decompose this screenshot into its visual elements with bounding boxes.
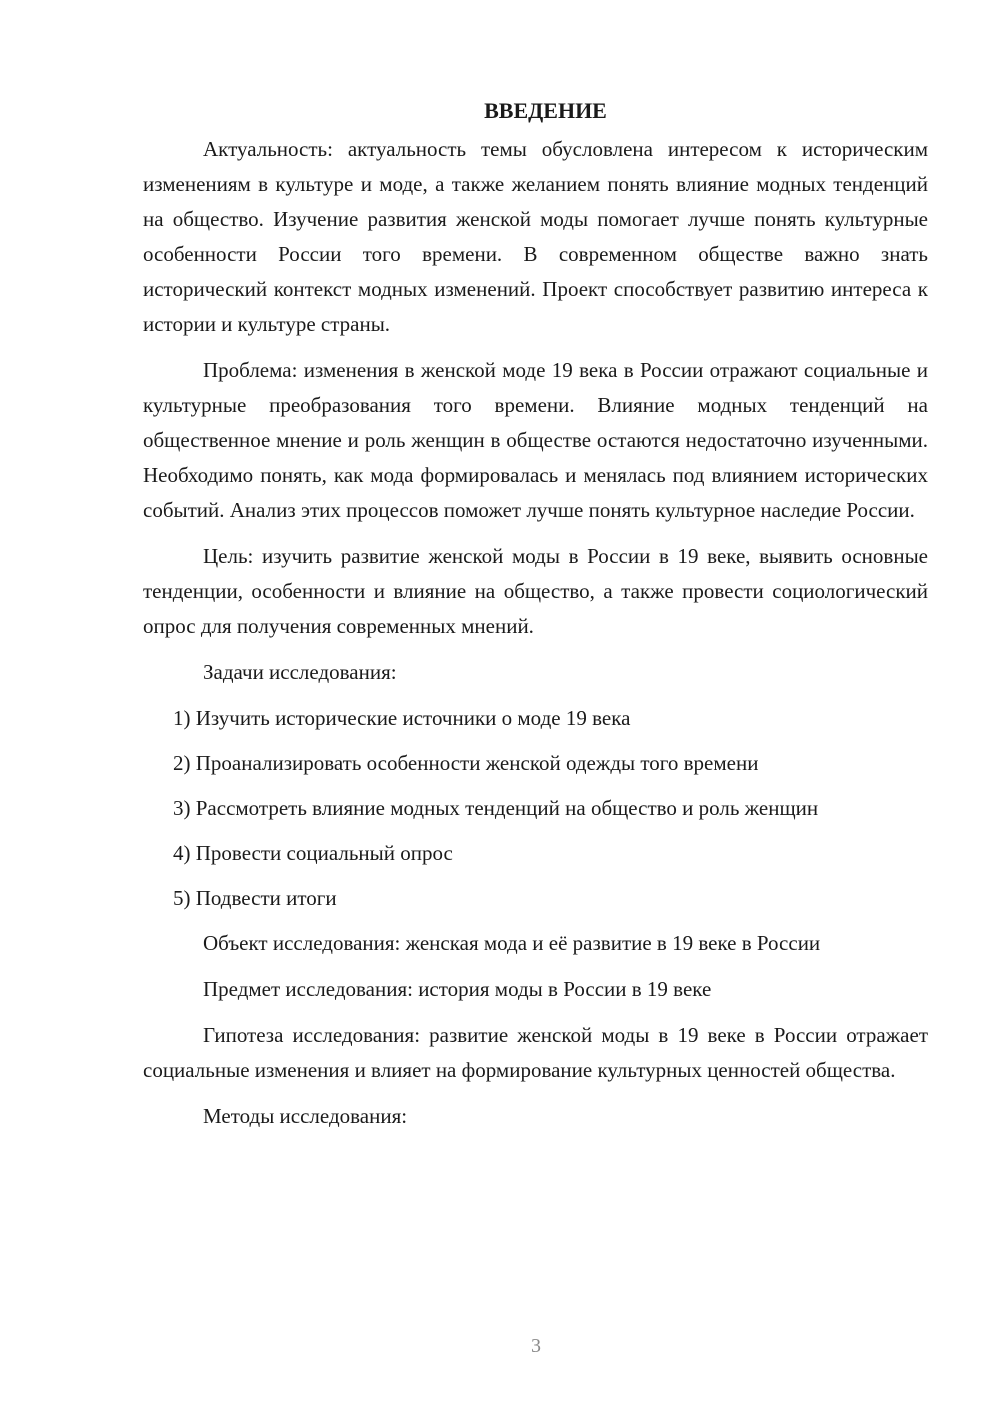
list-item: 5) Подвести итоги — [173, 886, 337, 910]
document-page — [143, 96, 928, 1145]
object-paragraph: Объект исследования: женская мода и её развитие в 19 веке в России — [203, 931, 821, 955]
subject-paragraph: Предмет исследования: история моды в России в 19 веке — [203, 977, 712, 1001]
list-item: 4) Провести социальный опрос — [173, 841, 453, 865]
list-item: 2) Проанализировать особенности женской одежды того времени — [173, 751, 759, 775]
list-item: 3) Рассмотреть влияние модных тенденций на общество и роль женщин — [173, 796, 819, 820]
list-item: 1) Изучить исторические источники о моде 19 века — [173, 706, 631, 730]
methods-paragraph: Методы исследования: — [203, 1104, 408, 1128]
page-title: ВВЕДЕНИЕ — [484, 98, 607, 123]
problem-paragraph: Проблема: изменения в женской моде 19 века в России отражают социальные и культурные преобразования того времени. Влияние модных тенденций на общественное мнение и роль женщин в обществе остаются недостаточно изученными. Необходимо понять, как мода формировалась и менялась под влиянием исторических событий. Анализ этих процессов поможет лучше понять культурное наследие России. — [143, 358, 928, 522]
relevance-paragraph: Актуальность: актуальность темы обусловлена интересом к историческим изменениям в культуре и моде, а также желанием понять влияние модных тенденций на общество. Изучение развития женской моды помогает лучше понять культурные особенности России того времени. В современном обществе важно знать исторический контекст модных изменений. Проект способствует развитию интереса к истории и культуре страны. — [143, 137, 928, 336]
tasks-title: Задачи исследования: — [203, 660, 397, 684]
goal-paragraph: Цель: изучить развитие женской моды в России в 19 веке, выявить основные тенденции, особенности и влияние на общество, а также провести социологический опрос для получения современных мнений. — [143, 544, 928, 638]
hypothesis-paragraph: Гипотеза исследования: развитие женской моды в 19 веке в России отражает социальные изменения и влияет на формирование культурных ценностей общества. — [143, 1023, 928, 1082]
page-number: 3 — [531, 1335, 541, 1357]
